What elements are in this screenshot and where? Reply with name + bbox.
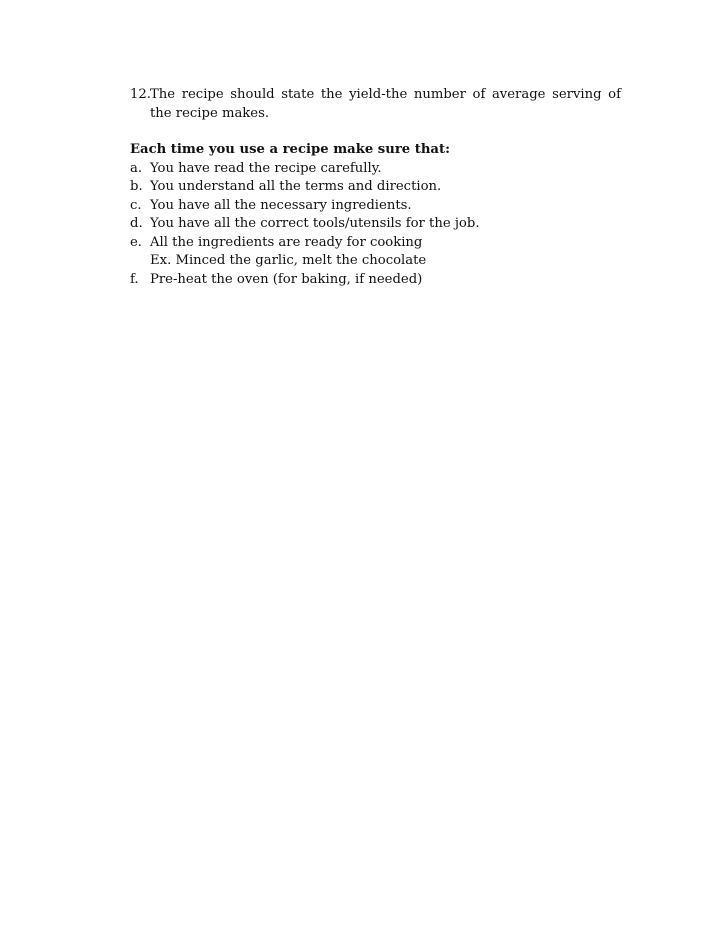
list-item-text-group [150,234,621,271]
list-item-text: You have all the necessary ingredients. [150,197,412,213]
checklist [130,160,621,290]
list-item-a [130,160,621,179]
list-marker: e. [130,234,142,250]
list-item-b [130,178,621,197]
section-heading: Each time you use a recipe make sure that: [130,142,450,157]
page-content [130,86,621,289]
list-item-f [130,271,621,290]
list-marker: b. [130,179,143,194]
list-marker: a. [130,160,143,176]
list-marker: c. [130,197,142,213]
list-item-text: You have read the recipe carefully. [150,160,382,176]
list-item-text: Pre-heat the oven (for baking, if needed) [150,271,423,287]
list-item-e [130,234,621,271]
item-text: The recipe should state the yield-the number of average serving of the recipe makes. [150,87,621,121]
list-item-text: You have all the correct tools/utensils for the job. [150,216,480,231]
numbered-item-12 [130,86,621,123]
list-item-text: All the ingredients are ready for cooking [150,234,423,250]
list-item-d [130,215,621,234]
list-marker: f. [130,271,139,287]
list-item-text: You understand all the terms and direction. [150,179,442,194]
list-item-example: Ex. Minced the garlic, melt the chocolate [150,253,427,268]
list-marker: d. [130,216,143,231]
item-number: 12. [130,87,151,102]
list-item-c [130,197,621,216]
